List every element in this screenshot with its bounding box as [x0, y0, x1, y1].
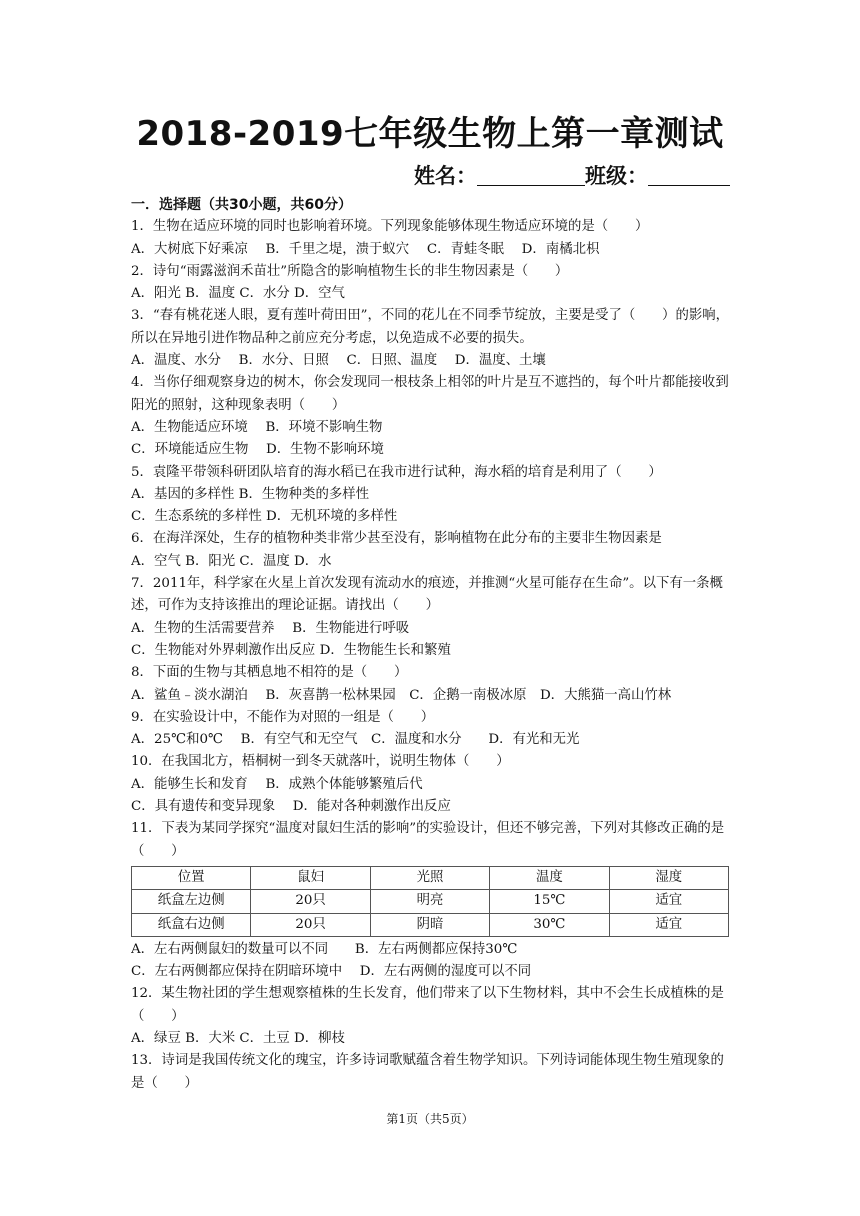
name-blank[interactable]	[477, 165, 585, 186]
table-cell: 20只	[251, 890, 370, 913]
table-cell: 阴暗	[370, 913, 489, 936]
question-text: 3．“春有桃花迷人眼，夏有莲叶荷田田”，不同的花儿在不同季节绽放，主要是受了（ ）的影响，所以在异地引进作物品种之前应充分考虑，以免造成不必要的损失。	[131, 308, 730, 346]
question-text: 5．袁隆平带领科研团队培育的海水稻已在我市进行试种，海水稻的培育是利用了（ ）	[131, 464, 662, 480]
question-text: 2．诗句“雨露滋润禾苗壮”所隐含的影响植物生长的非生物因素是（ ）	[131, 263, 569, 279]
question-item	[131, 528, 731, 573]
question-text: 13．诗词是我国传统文化的瑰宝，许多诗词歌赋蕴含着生物学知识。下列诗词能体现生物生殖现象的是（ ）	[131, 1053, 724, 1091]
question-text: 7．2011年，科学家在火星上首次发现有流动水的痕迹，并推测“火星可能存在生命”。以下有一条概述，可作为支持该推出的理论证据。请找出（ ）	[131, 576, 723, 614]
answer-option-line: A．25℃和0℃ B．有空气和无空气 C．温度和水分 D．有光和无光	[131, 732, 580, 748]
table-cell: 30℃	[490, 913, 609, 936]
question-item	[131, 983, 731, 1050]
question-item	[131, 707, 731, 752]
experiment-table	[131, 866, 729, 937]
page-title: 2018-2019七年级生物上第一章测试	[136, 114, 724, 154]
table-row	[132, 913, 729, 936]
section-heading: 一．选择题（共30小题，共60分）	[131, 197, 352, 213]
question-text: 6．在海洋深处，生存的植物种类非常少甚至没有，影响植物在此分布的主要非生物因素是	[131, 531, 662, 547]
question-text: 12．某生物社团的学生想观察植株的生长发育，他们带来了以下生物材料，其中不会生长成植株的是（ ）	[131, 986, 724, 1024]
question-item	[131, 573, 731, 662]
question-item	[131, 462, 731, 529]
table-cell: 纸盒左边侧	[132, 890, 251, 913]
question-11	[131, 818, 731, 983]
table-cell: 适宜	[609, 913, 728, 936]
question-item	[131, 751, 731, 818]
question-item	[131, 662, 731, 707]
table-header-cell: 温度	[490, 866, 609, 889]
question-item	[131, 216, 731, 261]
table-header-cell: 位置	[132, 866, 251, 889]
answer-option-line: A．温度、水分 B．水分、日照 C．日照、温度 D．温度、土壤	[131, 353, 546, 369]
question-text: 10．在我国北方，梧桐树一到冬天就落叶，说明生物体（ ）	[131, 754, 510, 770]
answer-option-line: A．左右两侧鼠妇的数量可以不同 B．左右两侧都应保持30℃	[131, 941, 518, 957]
question-item	[131, 305, 731, 372]
class-label: 班级：	[585, 164, 648, 188]
table-cell: 纸盒右边侧	[132, 913, 251, 936]
answer-option-line: C．左右两侧都应保持在阴暗环境中 D．左右两侧的湿度可以不同	[131, 964, 532, 980]
answer-option-line: C．具有遗传和变异现象 D．能对各种刺激作出反应	[131, 799, 451, 815]
name-label: 姓名：	[414, 164, 477, 188]
table-header-cell: 湿度	[609, 866, 728, 889]
table-cell: 适宜	[609, 890, 728, 913]
question-text: 1．生物在适应环境的同时也影响着环境。下列现象能够体现生物适应环境的是（ ）	[131, 219, 649, 235]
question-text: 11．下表为某同学探究“温度对鼠妇生活的影响”的实验设计，但还不够完善，下列对其修改正确的是（ ）	[131, 821, 725, 859]
table-cell: 明亮	[370, 890, 489, 913]
answer-option-line: A．大树底下好乘凉 B．千里之堤，溃于蚁穴 C．青蛙冬眠 D．南橘北枳	[131, 241, 600, 257]
answer-option-line: A．基因的多样性 B．生物种类的多样性	[131, 486, 370, 502]
question-text: 9．在实验设计中，不能作为对照的一组是（ ）	[131, 709, 435, 725]
question-text: 4．当你仔细观察身边的树木，你会发现同一根枝条上相邻的叶片是互不遮挡的，每个叶片都能接收到阳光的照射，这种现象表明（ ）	[131, 375, 729, 413]
answer-option-line: C．环境能适应生物 D．生物不影响环境	[131, 442, 384, 458]
question-item	[131, 261, 731, 306]
answer-option-line: C．生态系统的多样性 D．无机环境的多样性	[131, 509, 398, 525]
question-item	[131, 372, 731, 461]
question-list	[131, 983, 731, 1094]
table-header-cell: 鼠妇	[251, 866, 370, 889]
question-text: 8．下面的生物与其栖息地不相符的是（ ）	[131, 665, 408, 681]
table-cell: 15℃	[490, 890, 609, 913]
question-list	[131, 216, 731, 818]
table-header-row	[132, 866, 729, 889]
answer-option-line: C．生物能对外界刺激作出反应 D．生物能生长和繁殖	[131, 642, 451, 658]
table-row	[132, 890, 729, 913]
answer-option-line: A．空气 B．阳光 C．温度 D．水	[131, 553, 332, 569]
answer-option-line: A．绿豆 B．大米 C．土豆 D．柳枝	[131, 1030, 345, 1046]
page-footer: 第1页（共5页）	[386, 1112, 474, 1126]
question-content	[131, 194, 731, 1095]
answer-option-line: A．阳光 B．温度 C．水分 D．空气	[131, 286, 345, 302]
class-blank[interactable]	[648, 165, 730, 186]
answer-option-line: A．生物能适应环境 B．环境不影响生物	[131, 419, 383, 435]
answer-option-line: A．鲨鱼﹣淡水湖泊 B．灰喜鹊一松林果园 C．企鹅一南极冰原 D．大熊猫一高山竹林	[131, 687, 672, 703]
name-class-row	[414, 160, 730, 190]
table-header-cell: 光照	[370, 866, 489, 889]
answer-option-line: A．能够生长和发育 B．成熟个体能够繁殖后代	[131, 776, 423, 792]
table-cell: 20只	[251, 913, 370, 936]
question-item	[131, 1050, 731, 1095]
answer-option-line: A．生物的生活需要营养 B．生物能进行呼吸	[131, 620, 410, 636]
